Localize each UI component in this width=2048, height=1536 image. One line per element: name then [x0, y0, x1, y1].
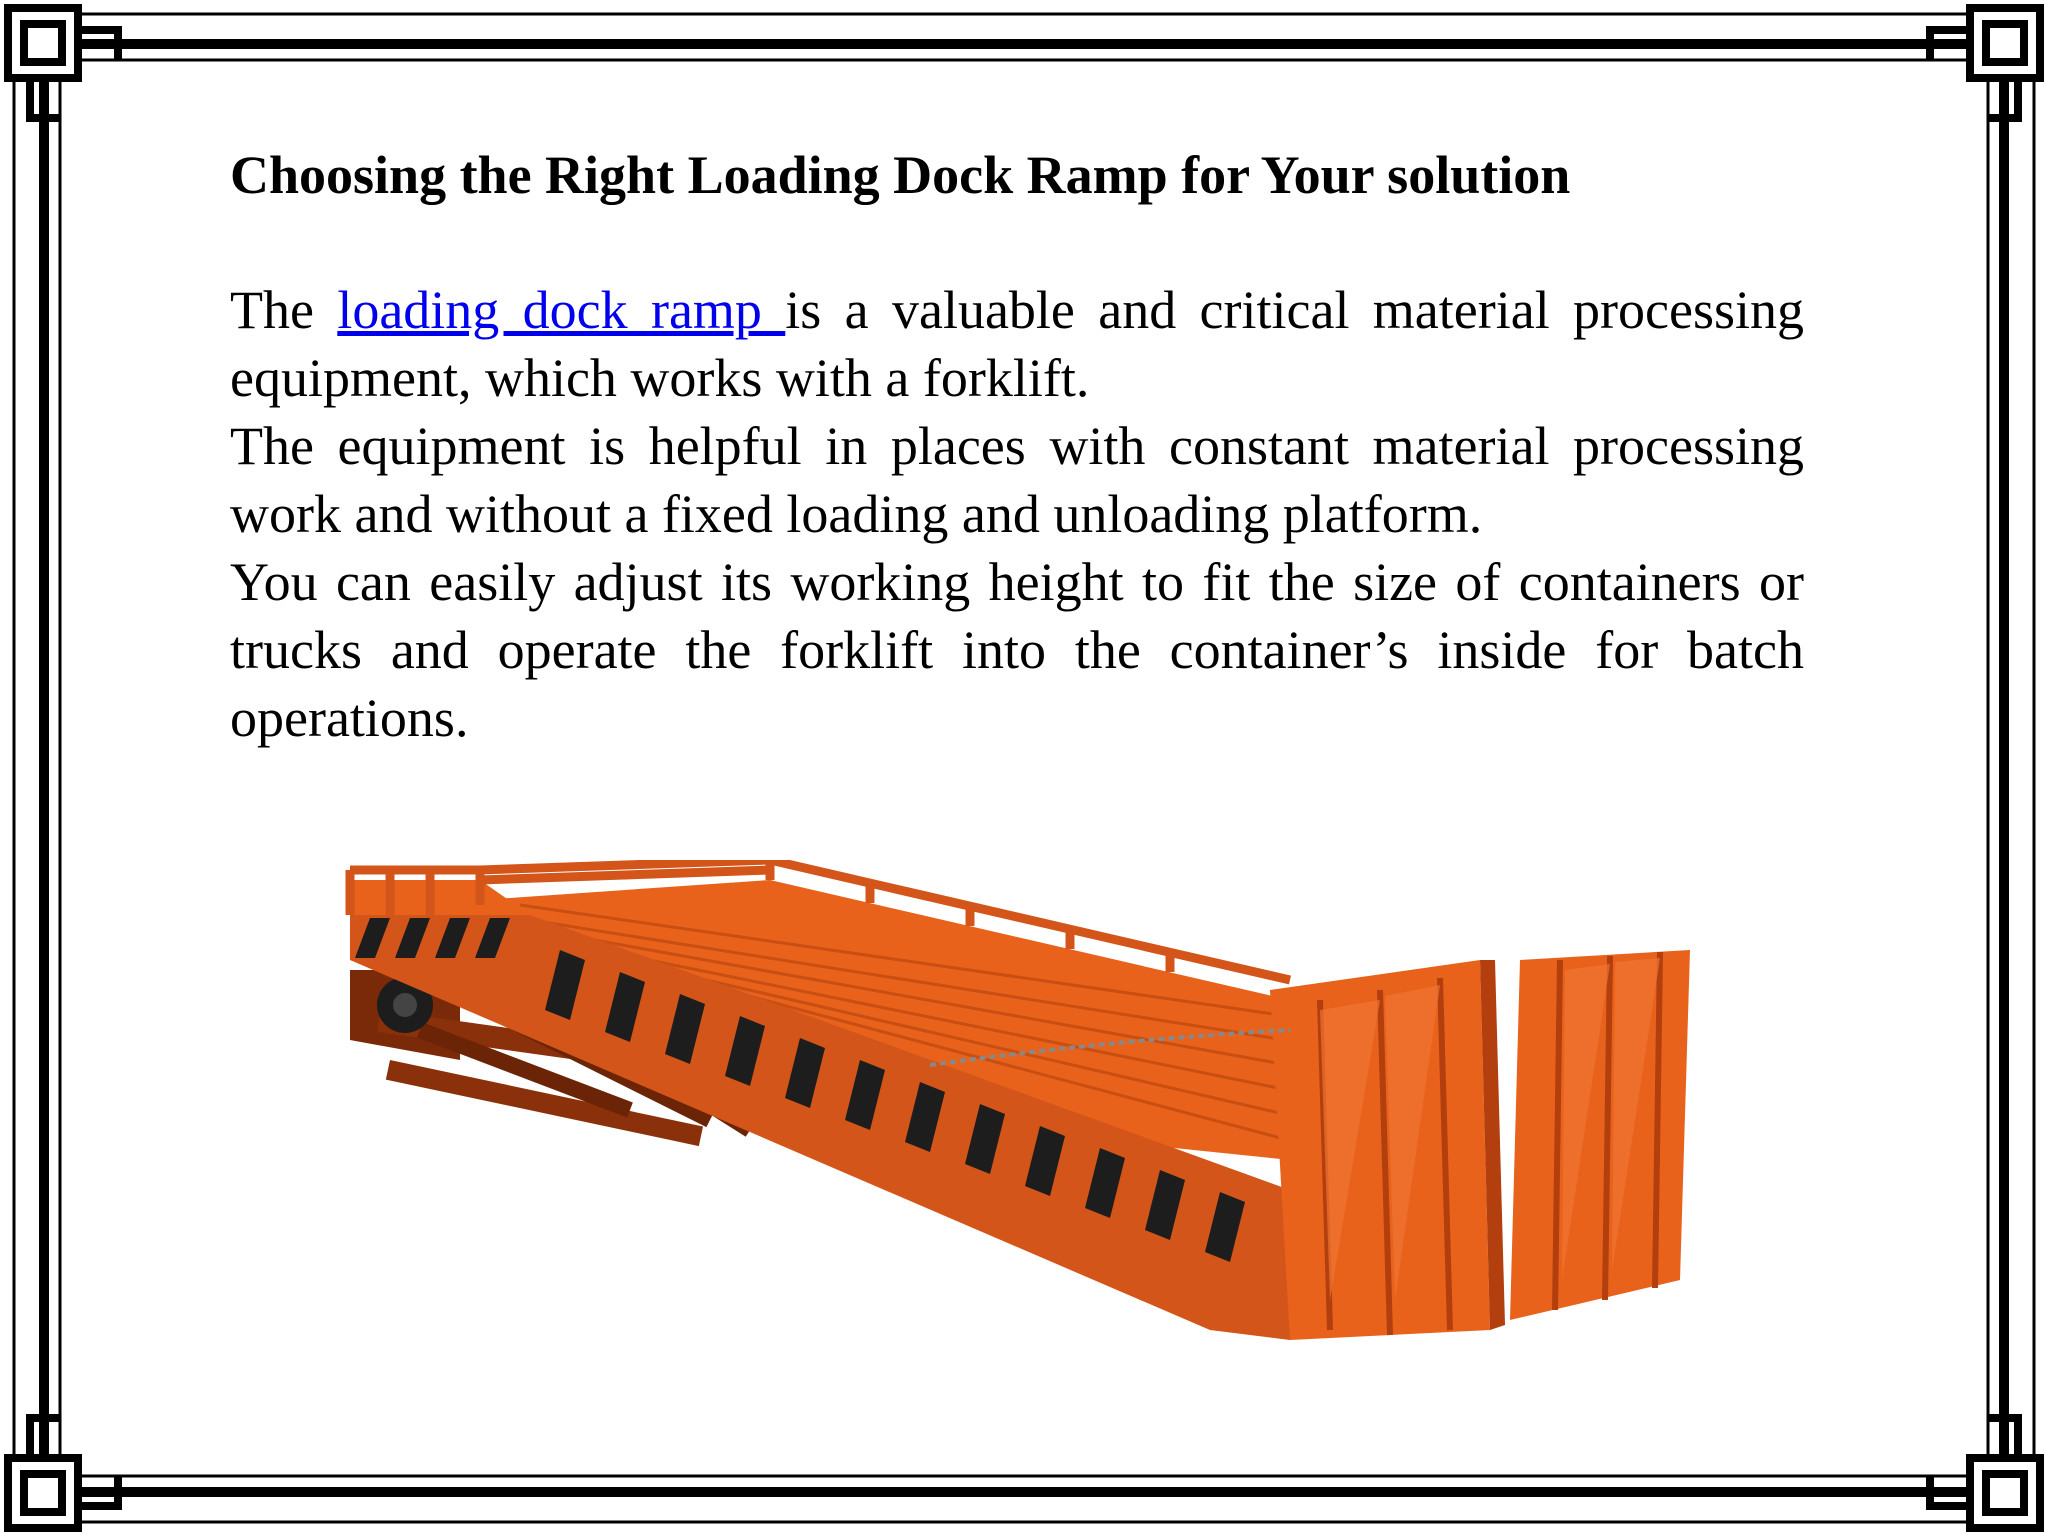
paragraph-1-suffix: is a valuable and critical material processing equipment, which works with a forklift. [230, 280, 1805, 408]
slide-body [230, 276, 1804, 752]
ramp-platform [350, 880, 530, 915]
corner-ornament-bottom-right [1930, 1418, 2040, 1528]
ramp-lip-left [1270, 960, 1505, 1340]
paragraph-1 [230, 276, 1804, 412]
ramp-lip-right [1510, 950, 1690, 1320]
paragraph-1-prefix: The [230, 280, 338, 340]
corner-ornament-top-left [8, 8, 118, 118]
corner-ornament-bottom-left [8, 1418, 118, 1528]
corner-ornament-top-right [1930, 8, 2040, 118]
paragraph-3: You can easily adjust its working height to fit the size of containers or trucks and operate the forklift into the container’s inside for batch operations. [230, 552, 1804, 748]
loading-dock-ramp-link[interactable]: loading dock ramp [337, 280, 786, 340]
slide-title: Choosing the Right Loading Dock Ramp for Your solution [230, 145, 1571, 205]
paragraph-2: The equipment is helpful in places with constant material processing work and without a fixed loading and unloading platform. [230, 416, 1804, 544]
loading-dock-ramp-image [330, 860, 1710, 1340]
slide-content [230, 140, 1804, 752]
